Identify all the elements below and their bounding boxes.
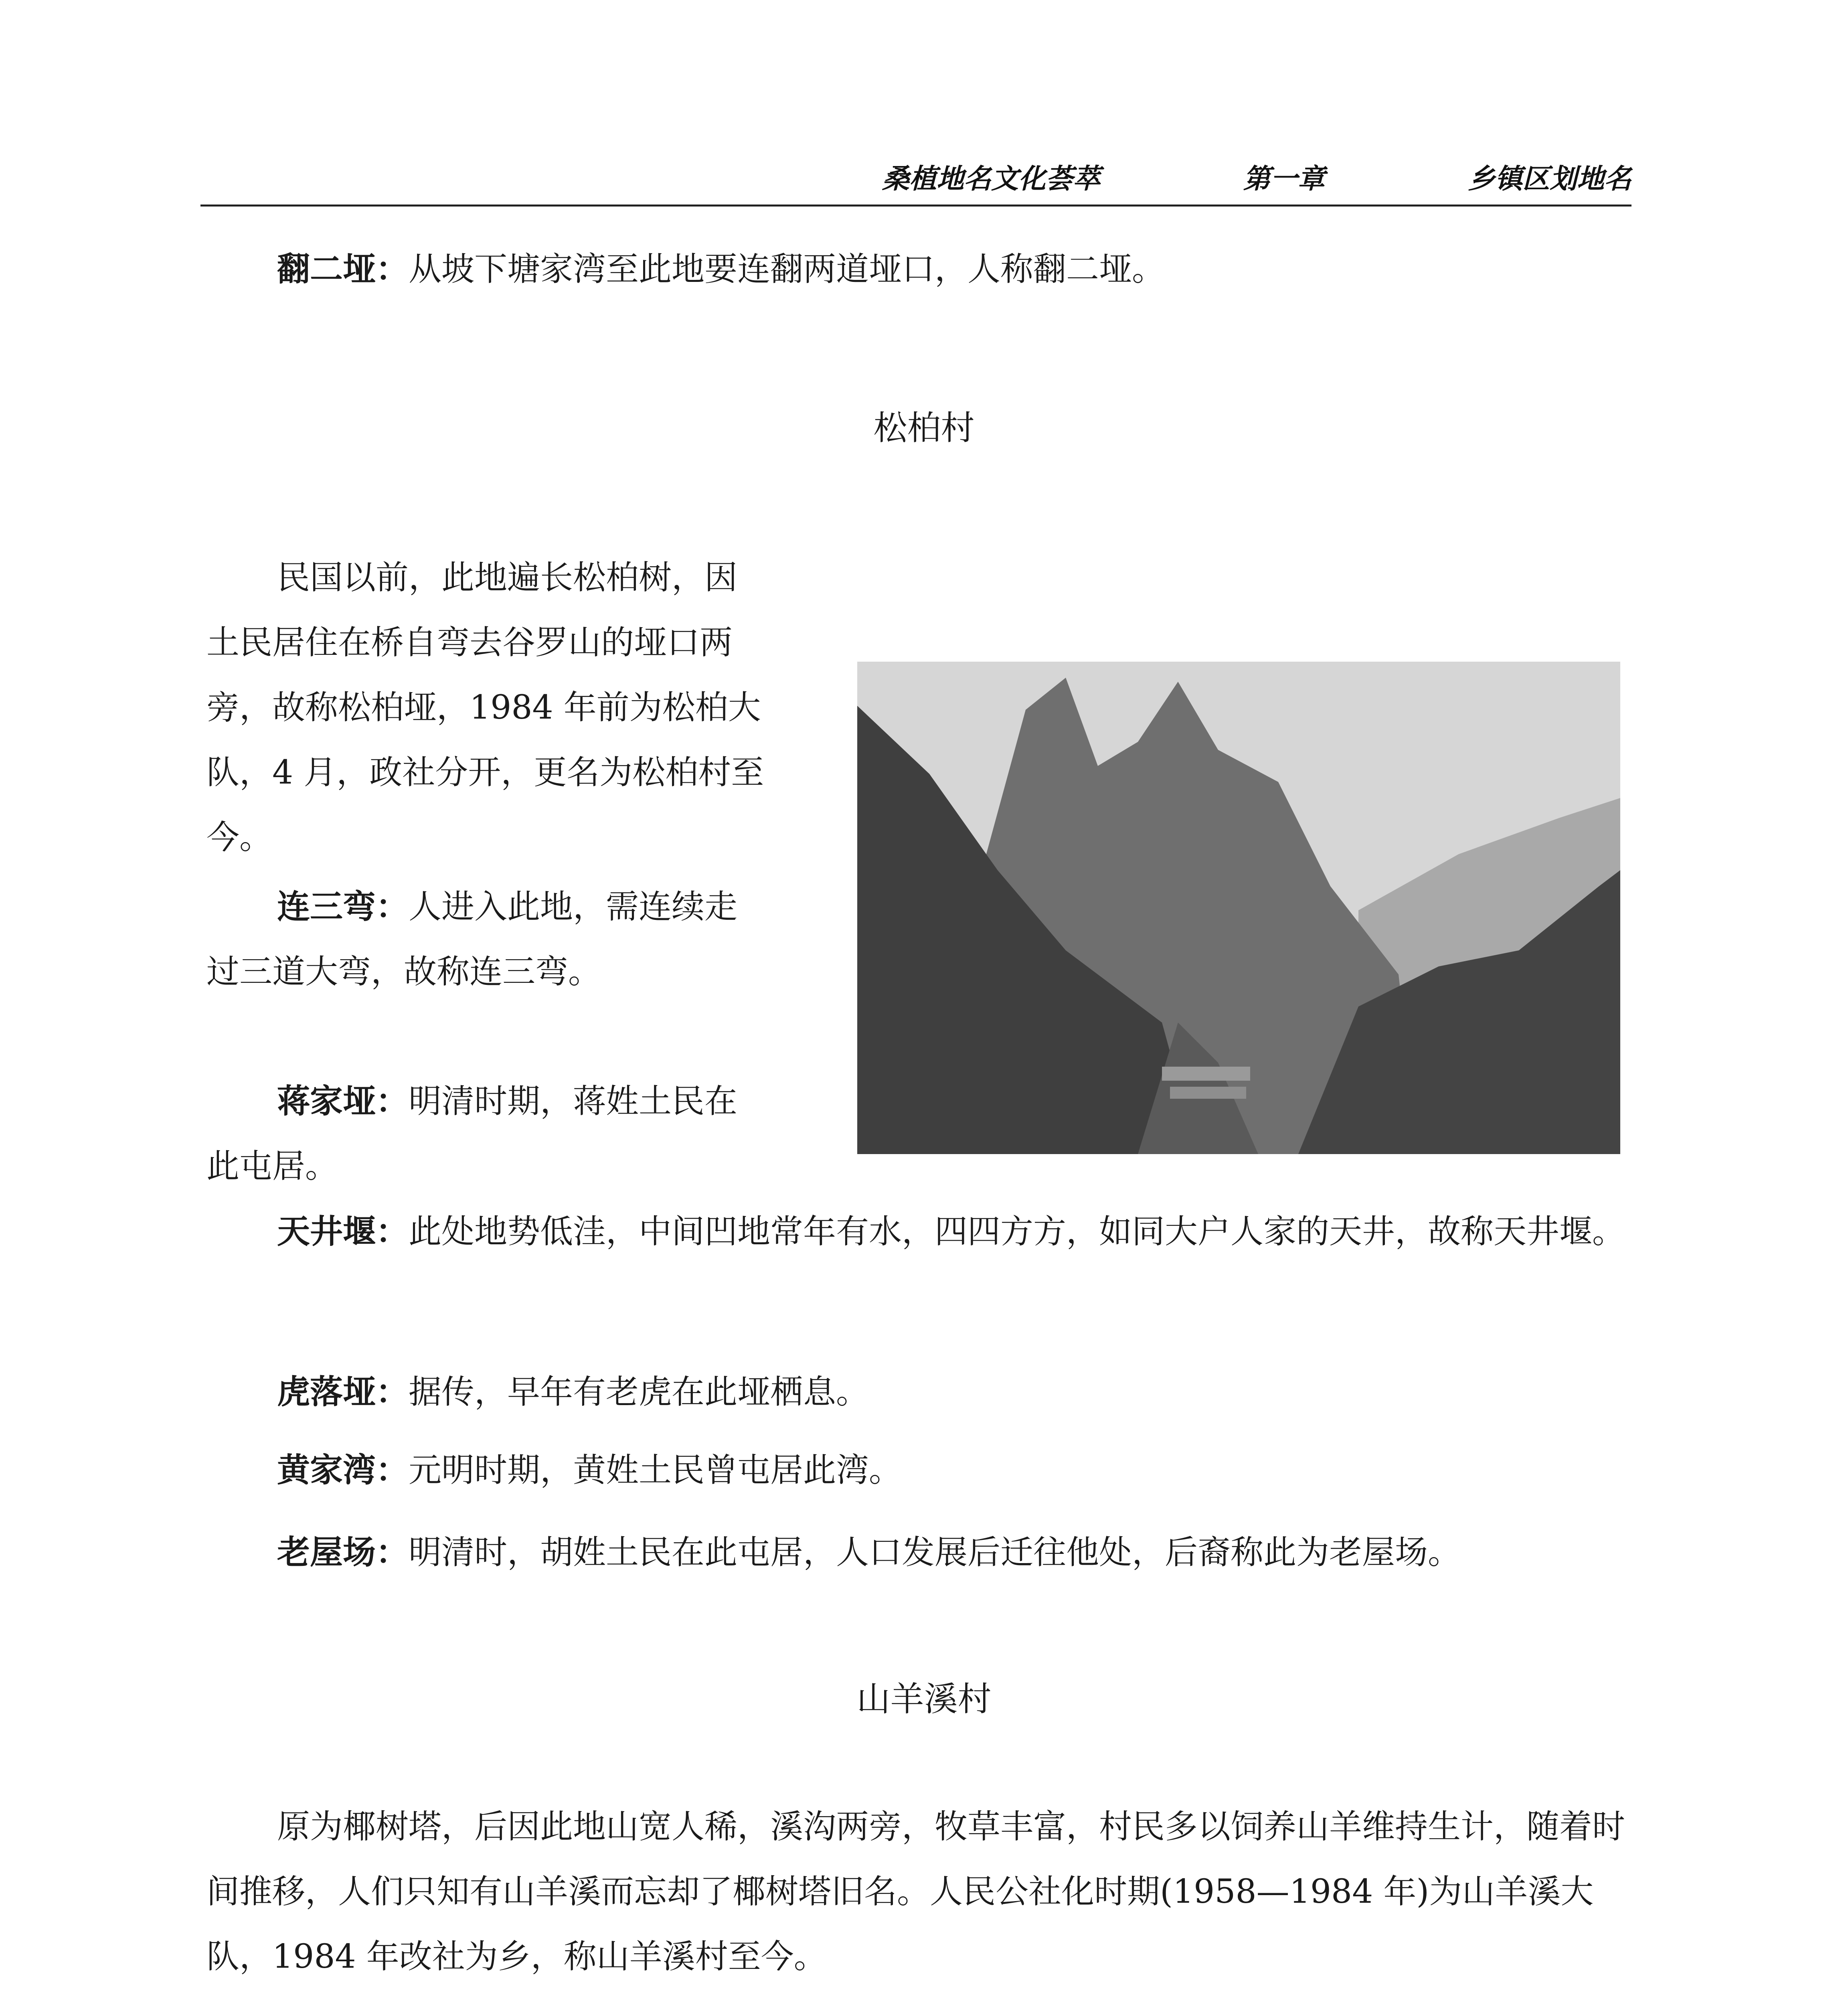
entry-text: 过三道大弯，故称连三弯。 [206, 953, 601, 991]
shanyangxi-intro: 原为椰树塔，后因此地山宽人稀，溪沟两旁，牧草丰富，村民多以饲养山羊维持生计，随着时间推移，人们只知有山羊溪而忘却了椰树塔旧名。人民公社化时期(1958—1984 年)为山羊溪大队，1984 年改社为乡，称山羊溪村至今。 [206, 1808, 1625, 1976]
header-rule [200, 205, 1631, 207]
intro-line: 旁，故称松柏垭，1984 年前为松柏大 [206, 689, 761, 727]
entry-huang-jia-wan [206, 1438, 1634, 1503]
entry-text: 据传，早年有老虎在此垭栖息。 [409, 1373, 869, 1411]
entry-tian-jing-yan [206, 1199, 1634, 1264]
songbai-intro [206, 545, 832, 870]
chapter-label: 第一章 [1243, 163, 1325, 195]
intro-line: 队，4 月，政社分开，更名为松柏村至 [206, 753, 764, 792]
running-header [882, 152, 1631, 200]
entry-text: 此处地势低洼，中间凹地常年有水，四四方方，如同大户人家的天井，故称天井堰。 [409, 1213, 1625, 1251]
entry-term: 老屋场： [277, 1533, 409, 1572]
mountain-photo [857, 662, 1620, 1154]
entry-text: 人进入此地，需连续走 [409, 888, 738, 926]
intro-line: 民国以前，此地遍长松柏树，因 [277, 559, 738, 597]
entry-text: 从坡下塘家湾至此地要连翻两道垭口，人称翻二垭。 [409, 250, 1165, 288]
entry-jiang-jia-ya [206, 1069, 832, 1199]
entry-lian-san-wan [206, 874, 832, 1005]
book-title: 桑植地名文化荟萃 [882, 163, 1101, 195]
entry-term: 翻二垭： [277, 250, 409, 288]
entry-term: 连三弯： [277, 887, 409, 926]
entry-text: 明清时，胡姓土民在此屯居，人口发展后迁往他处，后裔称此为老屋场。 [409, 1533, 1461, 1572]
entry-term: 虎落垭： [277, 1373, 409, 1411]
intro-line: 土民居住在桥自弯去谷罗山的垭口两 [206, 624, 733, 662]
entry-fan-er-ya [206, 237, 1634, 302]
entry-text: 明清时期，蒋姓土民在 [409, 1082, 738, 1120]
entry-term: 蒋家垭： [277, 1082, 409, 1120]
section-title-shanyangxi: 山羊溪村 [856, 1679, 992, 1719]
mountain-photo-icon [857, 662, 1620, 1154]
chapter-title: 乡镇区划地名 [1467, 163, 1631, 195]
entry-text: 此屯居。 [206, 1147, 338, 1185]
entry-term: 天井堰： [277, 1212, 409, 1251]
entry-lao-wu-chang [206, 1520, 1634, 1585]
intro-line: 今。 [206, 818, 273, 857]
entry-term: 黄家湾： [277, 1451, 409, 1489]
entry-hu-luo-ya [206, 1359, 1634, 1425]
section-title-songbai: 松柏村 [873, 408, 975, 448]
entry-text: 元明时期，黄姓土民曾屯居此湾。 [409, 1451, 902, 1489]
